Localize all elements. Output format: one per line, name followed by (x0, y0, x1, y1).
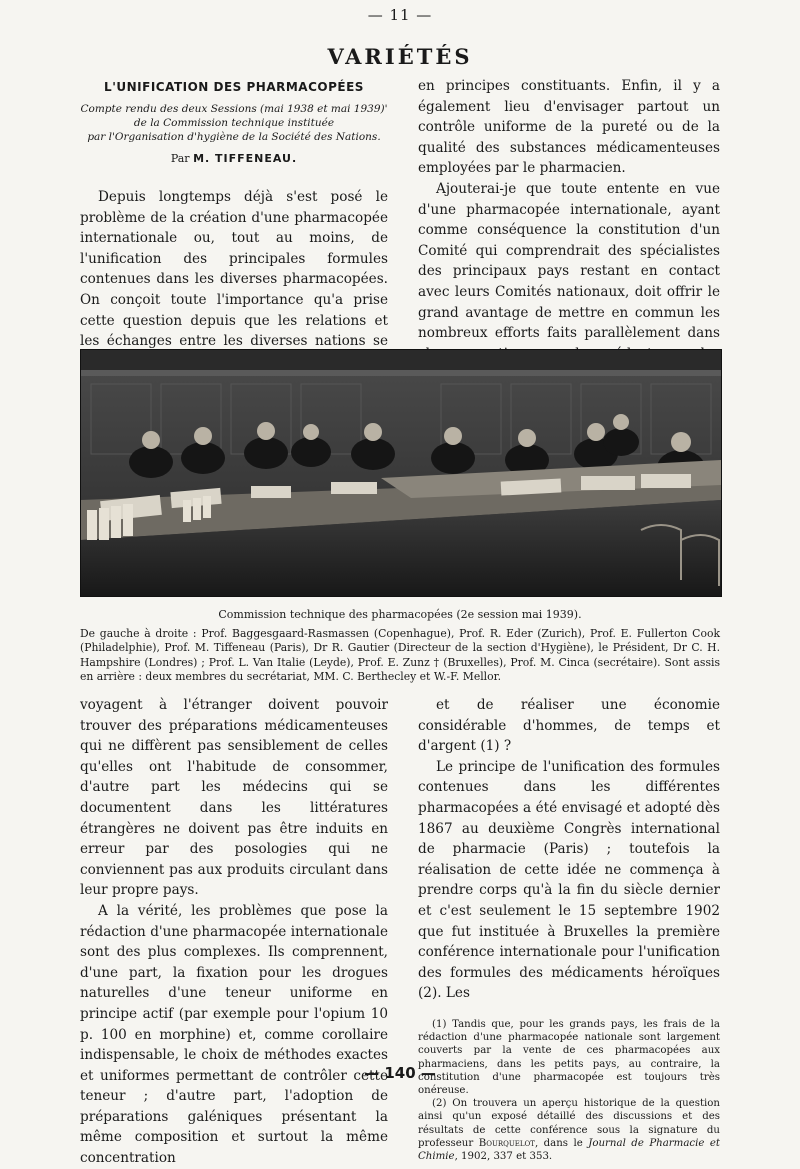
paragraph: voyagent à l'étranger doivent pouvoir trouver des préparations médicamenteuses qui ne diffèrent pas sensiblement de celles qu'elles ont l'habitude de consommer, d'autre part les médecins qui se documentent dans les littératures étrangères ne doivent pas être induits en erreur par des posologies qui ne conviennent pas aux produits circulant dans leur propre pays. (80, 697, 388, 899)
paragraph: A la vérité, les problèmes que pose la rédaction d'une pharmacopée internationale sont des plus complexes. Ils comprennent, d'une part, la fixation pour les drogues naturelles d'une teneur uniforme en principe actif (par exemple pour l'opium 10 p. 100 en morphine) et, comme corollaire indispensable, le choix de méthodes exactes et uniformes permettant de contrôler cette teneur ; d'autre part, l'adoption de préparations galéniques présentant la même composition et surtout la même concentration (80, 902, 388, 1167)
byline-prefix: Par (170, 152, 190, 165)
roman-page-number: — 11 — (367, 6, 433, 24)
subtitle-line-2: de la Commission technique instituée (133, 117, 335, 129)
footnote-2-start: (2) On trouvera un aperçu historique de la question ainsi qu'un exposé détaillé des discussions et des résultats de cette conférence sous la signature du professeur (418, 1098, 720, 1149)
subtitle-line-3: par l'Organisation d'hygiène de la Société des Nations. (87, 131, 381, 143)
right-column-bottom (418, 695, 720, 1163)
left-column-top (80, 76, 388, 393)
page-number: — 140 — (364, 1064, 436, 1082)
commission-photograph (80, 349, 722, 597)
article-title: L'UNIFICATION DES PHARMACOPÉES (104, 80, 364, 94)
figure-caption-body: De gauche à droite : Prof. Baggesgaard-Rasmassen (Copenhague), Prof. R. Eder (Zurich), Prof. E. Fullerton Cook (Philadelphie), Prof. M. Tiffeneau (Paris), Dr R. Gautier (Directeur de la section d'Hygiène), le Président, Dr C. H. Hampshire (Londres) ; Prof. L. Van Italie (Leyde), Prof. E. Zunz † (Bruxelles), Prof. M. Cinca (secrétaire). Sont assis en arrière : deux membres du secrétariat, MM. C. Berthecley et W.-F. Mellor. (80, 627, 720, 684)
paragraph: et de réaliser une économie considérable d'hommes, de temps et d'argent (1) ? (418, 697, 720, 755)
paragraph: Le principe de l'unification des formules contenues dans les différentes pharmacopées a été envisagé et adopté dès 1867 au deuxième Congrès international de pharmacie (Paris) ; toutefois la réalisation de cette idée ne commença à prendre corps qu'à la fin du siècle dernier et c'est seulement le 15 septembre 1902 que fut instituée à Bruxelles la première conférence internationale pour l'unification des formules des médicaments héroïques (2). Les (418, 758, 720, 1002)
footnote-2-author: Bourquelot (478, 1137, 535, 1149)
right-column-top (418, 76, 720, 385)
footnote-2-journal: Journal de Pharmacie et Chimie (418, 1137, 720, 1162)
section-title: VARIÉTÉS (327, 44, 473, 69)
left-column-bottom (80, 695, 388, 1169)
byline (80, 152, 388, 165)
footnote-2-mid: , dans le (534, 1137, 583, 1149)
footnote-2 (418, 1097, 720, 1163)
paragraph: Depuis longtemps déjà s'est posé le problème de la création d'une pharmacopée internationale ou, tout au moins, de l'unification des principales formules contenues dans les diverses pharmacopées. On conçoit toute l'importance qu'a prise cette question depuis que les relations et les échanges entre les diverses nations se (80, 189, 388, 350)
photo-illustration (81, 350, 721, 596)
paragraph: en principes constituants. Enfin, il y a également lieu d'envisager partout un contrôle uniforme de la pureté ou de la qualité des substances médicamenteuses employées par le pharmacien. (418, 78, 720, 177)
paragraph: Ajouterai-je que toute entente en vue d'une pharmacopée internationale, ayant comme conséquence la constitution d'un Comité qui comprendrait des spécialistes des principaux pays restant en contact avec leurs Comités nationaux, doit offrir le grand avantage de mettre en commun les nombreux efforts faits parallèlement dans (418, 180, 720, 342)
author-name: M. TIFFENEAU. (193, 152, 298, 165)
footnote-2-end: , 1902, 337 et 353. (454, 1150, 553, 1162)
subtitle-line-1: Compte rendu des deux Sessions (mai 1938 et mai 1939)' (80, 103, 388, 115)
figure-caption-title: Commission technique des pharmacopées (2e session mai 1939). (218, 608, 582, 621)
footnote-1: (1) Tandis que, pour les grands pays, les frais de la rédaction d'une pharmacopée nationale sont largement couverts par la vente de ces pharmacopées aux pharmaciens, dans les petits pays, au contraire, la constitution d'une pharmacopée est toujours très onéreuse. (418, 1018, 720, 1096)
